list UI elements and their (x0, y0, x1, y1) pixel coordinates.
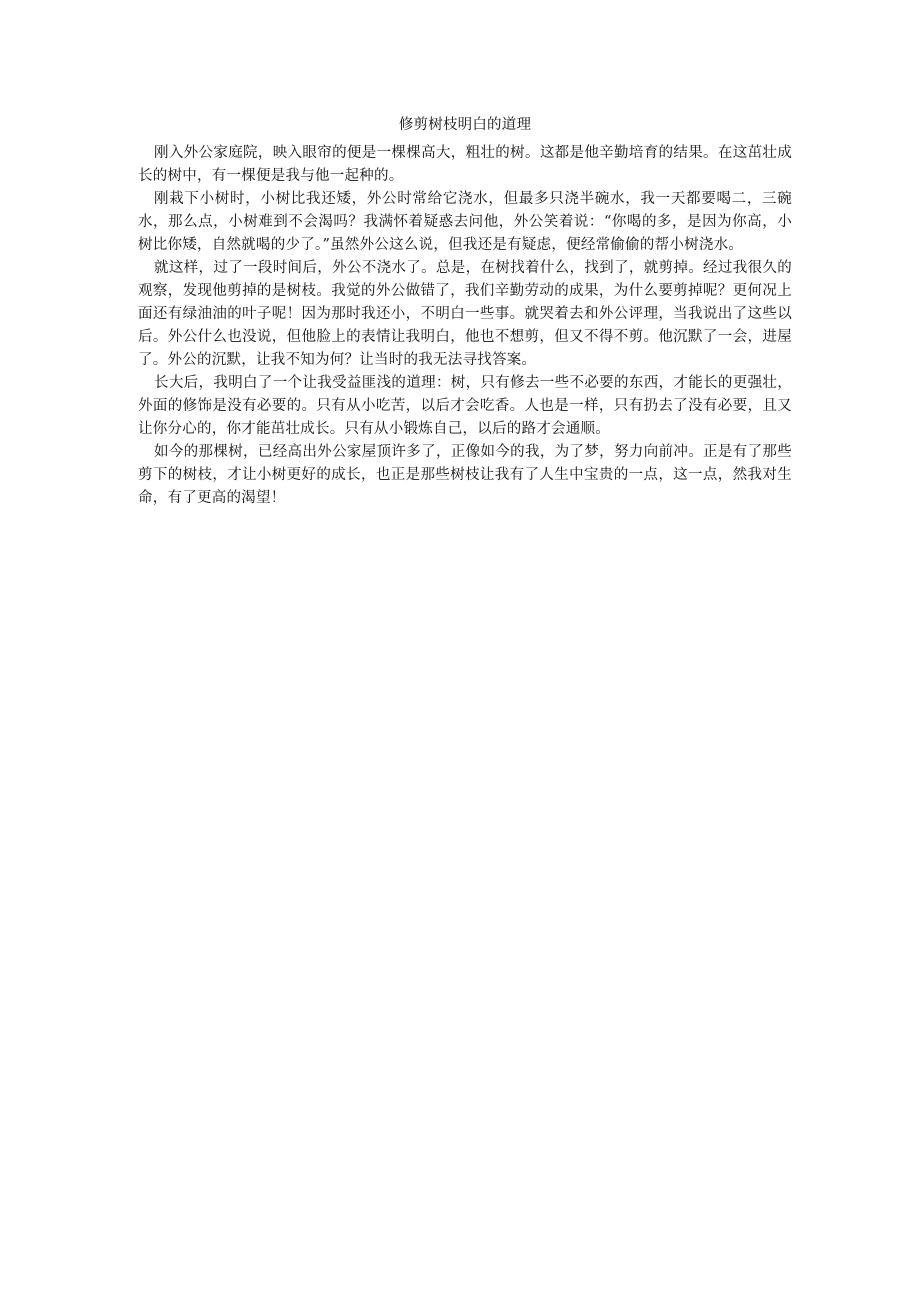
document-body (138, 115, 792, 510)
paragraph-5: 如今的那棵树，已经高出外公家屋顶许多了，正像如今的我，为了梦，努力向前冲。正是有了那些剪下的树枝，才让小树更好的成长，也正是那些树枝让我有了人生中宝贵的一点，这一点，然我对生命，有了更高的渴望！ (138, 444, 792, 506)
paragraph-3: 就这样，过了一段时间后，外公不浇水了。总是，在树找着什么，找到了，就剪掉。经过我很久的观察，发现他剪掉的是树枝。我觉的外公做错了，我们辛勤劳动的成果，为什么要剪掉呢？更何况上面还有绿油油的叶子呢！因为那时我还小，不明白一些事。就哭着去和外公评理，当我说出了这些以后。外公什么也没说，但他脸上的表情让我明白，他也不想剪，但又不得不剪。他沉默了一会，进屋了。外公的沉默，让我不知为何？让当时的我无法寻找答案。 (138, 260, 792, 368)
paragraph-2: 刚栽下小树时，小树比我还矮，外公时常给它浇水，但最多只浇半碗水，我一天都要喝二，三碗水，那么点，小树难到不会渴吗？我满怀着疑惑去问他，外公笑着说：“你喝的多，是因为你高，小树比你矮，自然就喝的少了。”虽然外公这么说，但我还是有疑虑，便经常偷偷的帮小树浇水。 (138, 191, 792, 253)
paragraph-4: 长大后，我明白了一个让我受益匪浅的道理：树，只有修去一些不必要的东西，才能长的更强壮，外面的修饰是没有必要的。只有从小吃苦，以后才会吃香。人也是一样，只有扔去了没有必要，且又让你分心的，你才能茁壮成长。只有从小锻炼自己，以后的路才会通顺。 (138, 375, 792, 437)
paragraph-1: 刚入外公家庭院，映入眼帘的便是一棵棵高大，粗壮的树。这都是他辛勤培育的结果。在这茁壮成长的树中，有一棵便是我与他一起种的。 (138, 145, 792, 184)
document-title: 修剪树枝明白的道理 (398, 117, 532, 133)
